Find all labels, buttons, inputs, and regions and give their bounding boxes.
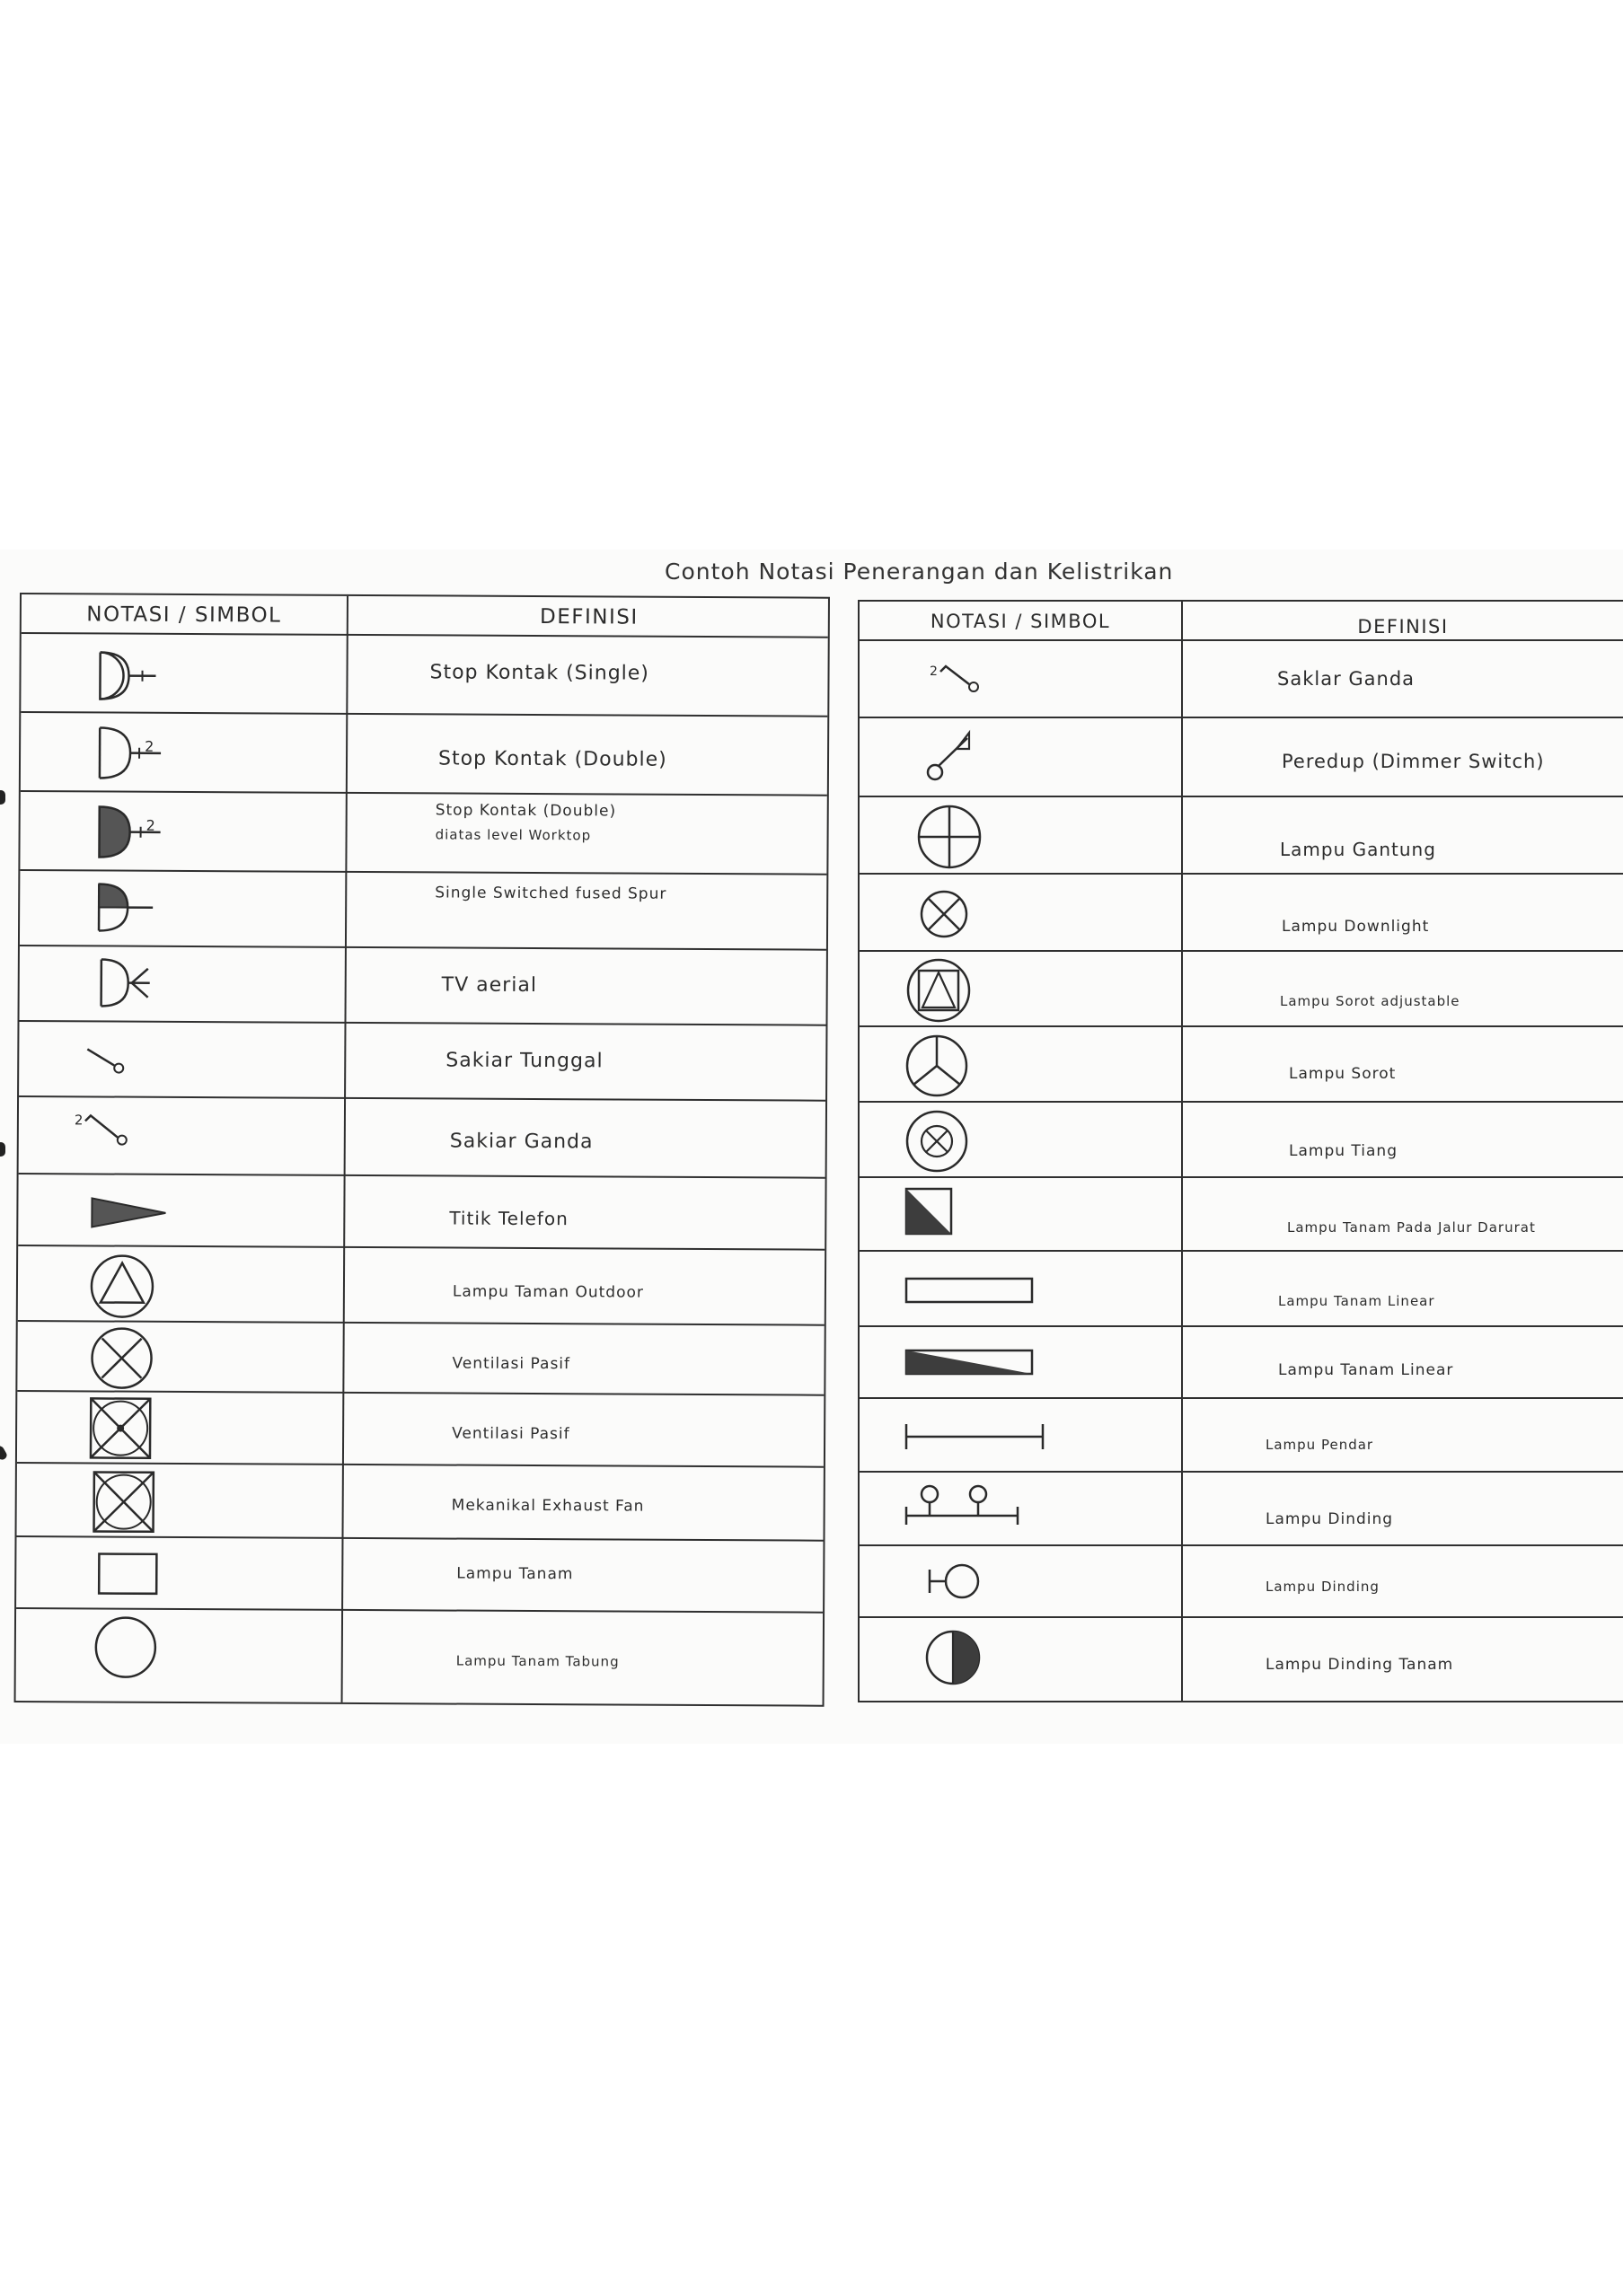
svg-text:2: 2 <box>145 737 154 755</box>
table-row <box>860 1399 1623 1473</box>
definition-text: Mekanikal Exhaust Fan <box>451 1496 645 1516</box>
table-row <box>860 641 1623 718</box>
table-row <box>860 1618 1623 1704</box>
svg-text:2: 2 <box>74 1112 84 1129</box>
header-definition: DEFINISI <box>539 605 639 629</box>
table-row <box>860 1178 1623 1252</box>
definition-text: Stop Kontak (Double) <box>435 801 617 821</box>
table-row <box>20 792 826 875</box>
table-row <box>860 1252 1623 1327</box>
table-row <box>16 1609 824 1705</box>
margin-mark <box>0 1142 5 1157</box>
lampu-dinding-icon <box>926 1559 998 1604</box>
header-symbol: NOTASI / SIMBOL <box>930 611 1111 632</box>
table-row <box>860 797 1623 875</box>
definition-text: Lampu Sorot <box>1289 1065 1397 1083</box>
lampu-tanam-square-icon <box>95 1550 163 1597</box>
definition-text: Ventilasi Pasif <box>452 1354 571 1374</box>
lampu-taman-outdoor-icon <box>88 1252 156 1320</box>
table-row <box>860 1546 1623 1618</box>
dimmer-switch-icon <box>924 727 996 785</box>
margin-mark <box>0 790 5 805</box>
svg-text:2: 2 <box>146 816 155 834</box>
header-row <box>22 594 828 638</box>
sakelar-ganda-icon <box>73 1108 154 1153</box>
page-title: Contoh Notasi Penerangan dan Kelistrikan <box>665 559 1174 585</box>
left-table <box>14 593 830 1707</box>
lampu-downlight-icon <box>917 887 971 941</box>
definition-text: Sakiar Ganda <box>449 1130 594 1154</box>
definition-text: Stop Kontak (Single) <box>429 661 649 685</box>
table-row <box>860 718 1623 797</box>
lampu-dinding-double-icon <box>903 1480 1028 1534</box>
table-row <box>860 1027 1623 1103</box>
exhaust-fan-icon <box>91 1469 159 1534</box>
lampu-tiang-icon <box>901 1108 973 1174</box>
table-row <box>860 875 1623 952</box>
definition-text: Sakiar Tunggal <box>445 1049 604 1073</box>
definition-text: Titik Telefon <box>449 1207 569 1230</box>
definition-text: TV aerial <box>441 973 538 998</box>
definition-text: Lampu Taman Outdoor <box>452 1282 644 1302</box>
definition-text: Stop Kontak (Double) <box>437 747 667 771</box>
sakelar-tunggal-icon <box>82 1042 145 1078</box>
table-row <box>20 871 826 951</box>
table-row <box>18 1174 825 1251</box>
ventilasi-pasif-circle-icon <box>87 1325 155 1390</box>
definition-text: Lampu Gantung <box>1280 839 1436 860</box>
lampu-sorot-adjustable-icon <box>903 957 975 1024</box>
stop-kontak-worktop-icon <box>92 803 181 861</box>
lampu-tanam-tabung-icon <box>92 1614 160 1679</box>
definition-text: Lampu Dinding <box>1266 1510 1394 1528</box>
definition-text: Single Switched fused Spur <box>435 884 667 903</box>
definition-text: Lampu Pendar <box>1266 1437 1374 1453</box>
table-row <box>21 634 827 717</box>
right-table <box>858 600 1623 1702</box>
definition-text: Ventilasi Pasif <box>452 1424 570 1444</box>
definition-text: Lampu Tanam <box>456 1564 574 1584</box>
lampu-sorot-icon <box>901 1033 973 1099</box>
header-symbol: NOTASI / SIMBOL <box>86 603 282 628</box>
definition-text: Lampu Tanam Pada Jalur Darurat <box>1287 1219 1536 1236</box>
header-definition: DEFINISI <box>1357 616 1449 638</box>
table-row <box>21 713 827 796</box>
definition-text: Lampu Dinding <box>1266 1579 1380 1595</box>
table-row <box>860 1473 1623 1546</box>
tv-aerial-icon <box>96 955 186 1010</box>
table-row <box>18 1246 825 1326</box>
definition-text: Lampu Downlight <box>1282 918 1430 936</box>
table-row <box>19 946 825 1026</box>
table-row <box>860 1103 1623 1178</box>
definition-text-line2: diatas level Worktop <box>435 826 592 844</box>
lampu-pendar-icon <box>903 1419 1055 1455</box>
definition-text: Lampu Tanam Linear <box>1278 1361 1454 1379</box>
lampu-linear-icon <box>903 1275 1037 1306</box>
definition-text: Lampu Tiang <box>1289 1142 1398 1160</box>
definition-text: Lampu Tanam Tabung <box>455 1652 620 1670</box>
ventilasi-pasif-square-icon <box>87 1395 155 1460</box>
lampu-gantung-icon <box>913 803 985 871</box>
svg-text:2: 2 <box>930 664 938 679</box>
table-row <box>19 1022 825 1102</box>
table-row <box>19 1097 825 1179</box>
definition-text: Lampu Sorot adjustable <box>1280 993 1460 1009</box>
lampu-linear-shaded-icon <box>903 1347 1037 1377</box>
definition-text: Saklar Ganda <box>1277 668 1416 690</box>
lampu-dinding-tanam-icon <box>922 1627 985 1690</box>
lampu-darurat-icon <box>903 1185 957 1239</box>
table-row <box>17 1392 824 1468</box>
stop-kontak-single-icon <box>93 648 182 703</box>
table-row <box>16 1464 823 1542</box>
table-row <box>860 952 1623 1027</box>
table-row <box>16 1537 823 1614</box>
definition-text: Lampu Tanam Linear <box>1278 1293 1435 1309</box>
header-row <box>860 602 1623 641</box>
fused-spur-icon <box>92 880 181 935</box>
telefon-icon <box>88 1194 178 1231</box>
sakelar-ganda-icon <box>930 661 1001 700</box>
definition-text: Peredup (Dimmer Switch) <box>1282 751 1545 772</box>
stop-kontak-double-icon <box>93 724 182 782</box>
table-row <box>17 1322 824 1396</box>
table-row <box>860 1327 1623 1399</box>
definition-text: Lampu Dinding Tanam <box>1266 1656 1454 1674</box>
